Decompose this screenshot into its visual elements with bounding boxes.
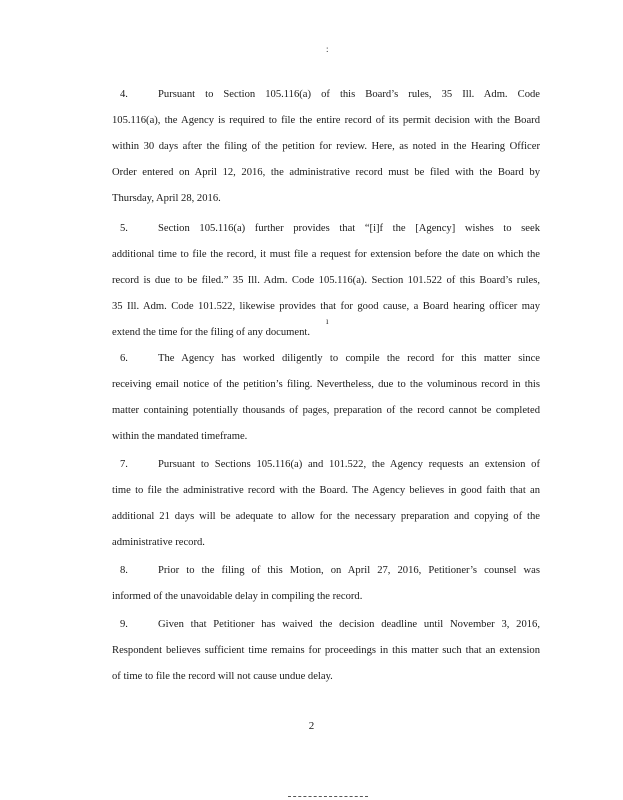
paragraph-8-first-line: 8. Prior to the filing of this Motion, on April 27, 2016, Petitioner’s counsel was <box>116 558 540 584</box>
paragraph-5-line-2: additional time to file the record, it must file a request for extension before the date on which the <box>112 249 540 260</box>
paragraph-7-line-2: time to file the administrative record with the Board. The Agency believes in good faith that an <box>112 485 540 496</box>
paragraph-6-line-3: matter containing potentially thousands of pages, preparation of the record cannot be completed <box>112 405 540 416</box>
bottom-scan-line <box>288 796 368 797</box>
paragraph-8-line-2: informed of the unavoidable delay in compiling the record. <box>112 591 363 602</box>
paragraph-6-line-2: receiving email notice of the petition’s filing. Nevertheless, due to the voluminous record in this <box>112 379 540 390</box>
paragraph-5-line-3: record is due to be filed.” 35 Ill. Adm. Code 105.116(a). Section 101.522 of this Board’s rules, <box>112 275 540 286</box>
paragraph-5-line-5: extend the time for the filing of any document. <box>112 327 310 338</box>
paragraph-5-first-line: 5. Section 105.116(a) further provides that “[i]f the [Agency] wishes to seek <box>116 216 540 242</box>
paragraph-4-number: 4. <box>120 89 128 100</box>
paragraph-9-line-2: Respondent believes sufficient time remains for proceedings in this matter such that an extension <box>112 645 540 656</box>
stray-scan-mark: ı <box>326 316 329 326</box>
paragraph-9-number: 9. <box>120 619 128 630</box>
paragraph-4-line-2: 105.116(a), the Agency is required to file the entire record of its permit decision with the Board <box>112 115 540 126</box>
paragraph-5 <box>112 216 540 346</box>
paragraph-6 <box>112 346 540 450</box>
top-scan-mark: : <box>326 44 329 54</box>
paragraph-6-line-4: within the mandated timeframe. <box>112 431 248 442</box>
paragraph-9-first-line: 9. Given that Petitioner has waived the decision deadline until November 3, 2016, <box>116 612 540 638</box>
paragraph-4-line-3: within 30 days after the filing of the petition for review. Here, as noted in the Hearing Officer <box>112 141 540 152</box>
paragraph-9 <box>112 612 540 690</box>
paragraph-6-first-line: 6. The Agency has worked diligently to compile the record for this matter since <box>116 346 540 372</box>
paragraph-7-first-line: 7. Pursuant to Sections 105.116(a) and 101.522, the Agency requests an extension of <box>116 452 540 478</box>
paragraph-8 <box>112 558 540 610</box>
paragraph-7-line-3: additional 21 days will be adequate to allow for the necessary preparation and copying of the <box>112 511 540 522</box>
paragraph-7 <box>112 452 540 556</box>
paragraph-6-number: 6. <box>120 353 128 364</box>
paragraph-7-line-4: administrative record. <box>112 537 205 548</box>
paragraph-5-line-4: 35 Ill. Adm. Code 101.522, likewise provides that for good cause, a Board hearing officer may <box>112 301 540 312</box>
paragraph-8-number: 8. <box>120 565 128 576</box>
paragraph-4-first-line: 4. Pursuant to Section 105.116(a) of this Board’s rules, 35 Ill. Adm. Code <box>116 82 540 108</box>
paragraph-4-line-5: Thursday, April 28, 2016. <box>112 193 221 204</box>
paragraph-4-line-4: Order entered on April 12, 2016, the administrative record must be filed with the Board by <box>112 167 540 178</box>
page-number: 2 <box>308 720 315 732</box>
paragraph-5-number: 5. <box>120 223 128 234</box>
paragraph-7-number: 7. <box>120 459 128 470</box>
paragraph-4 <box>112 82 540 212</box>
paragraph-9-line-3: of time to file the record will not cause undue delay. <box>112 671 333 682</box>
